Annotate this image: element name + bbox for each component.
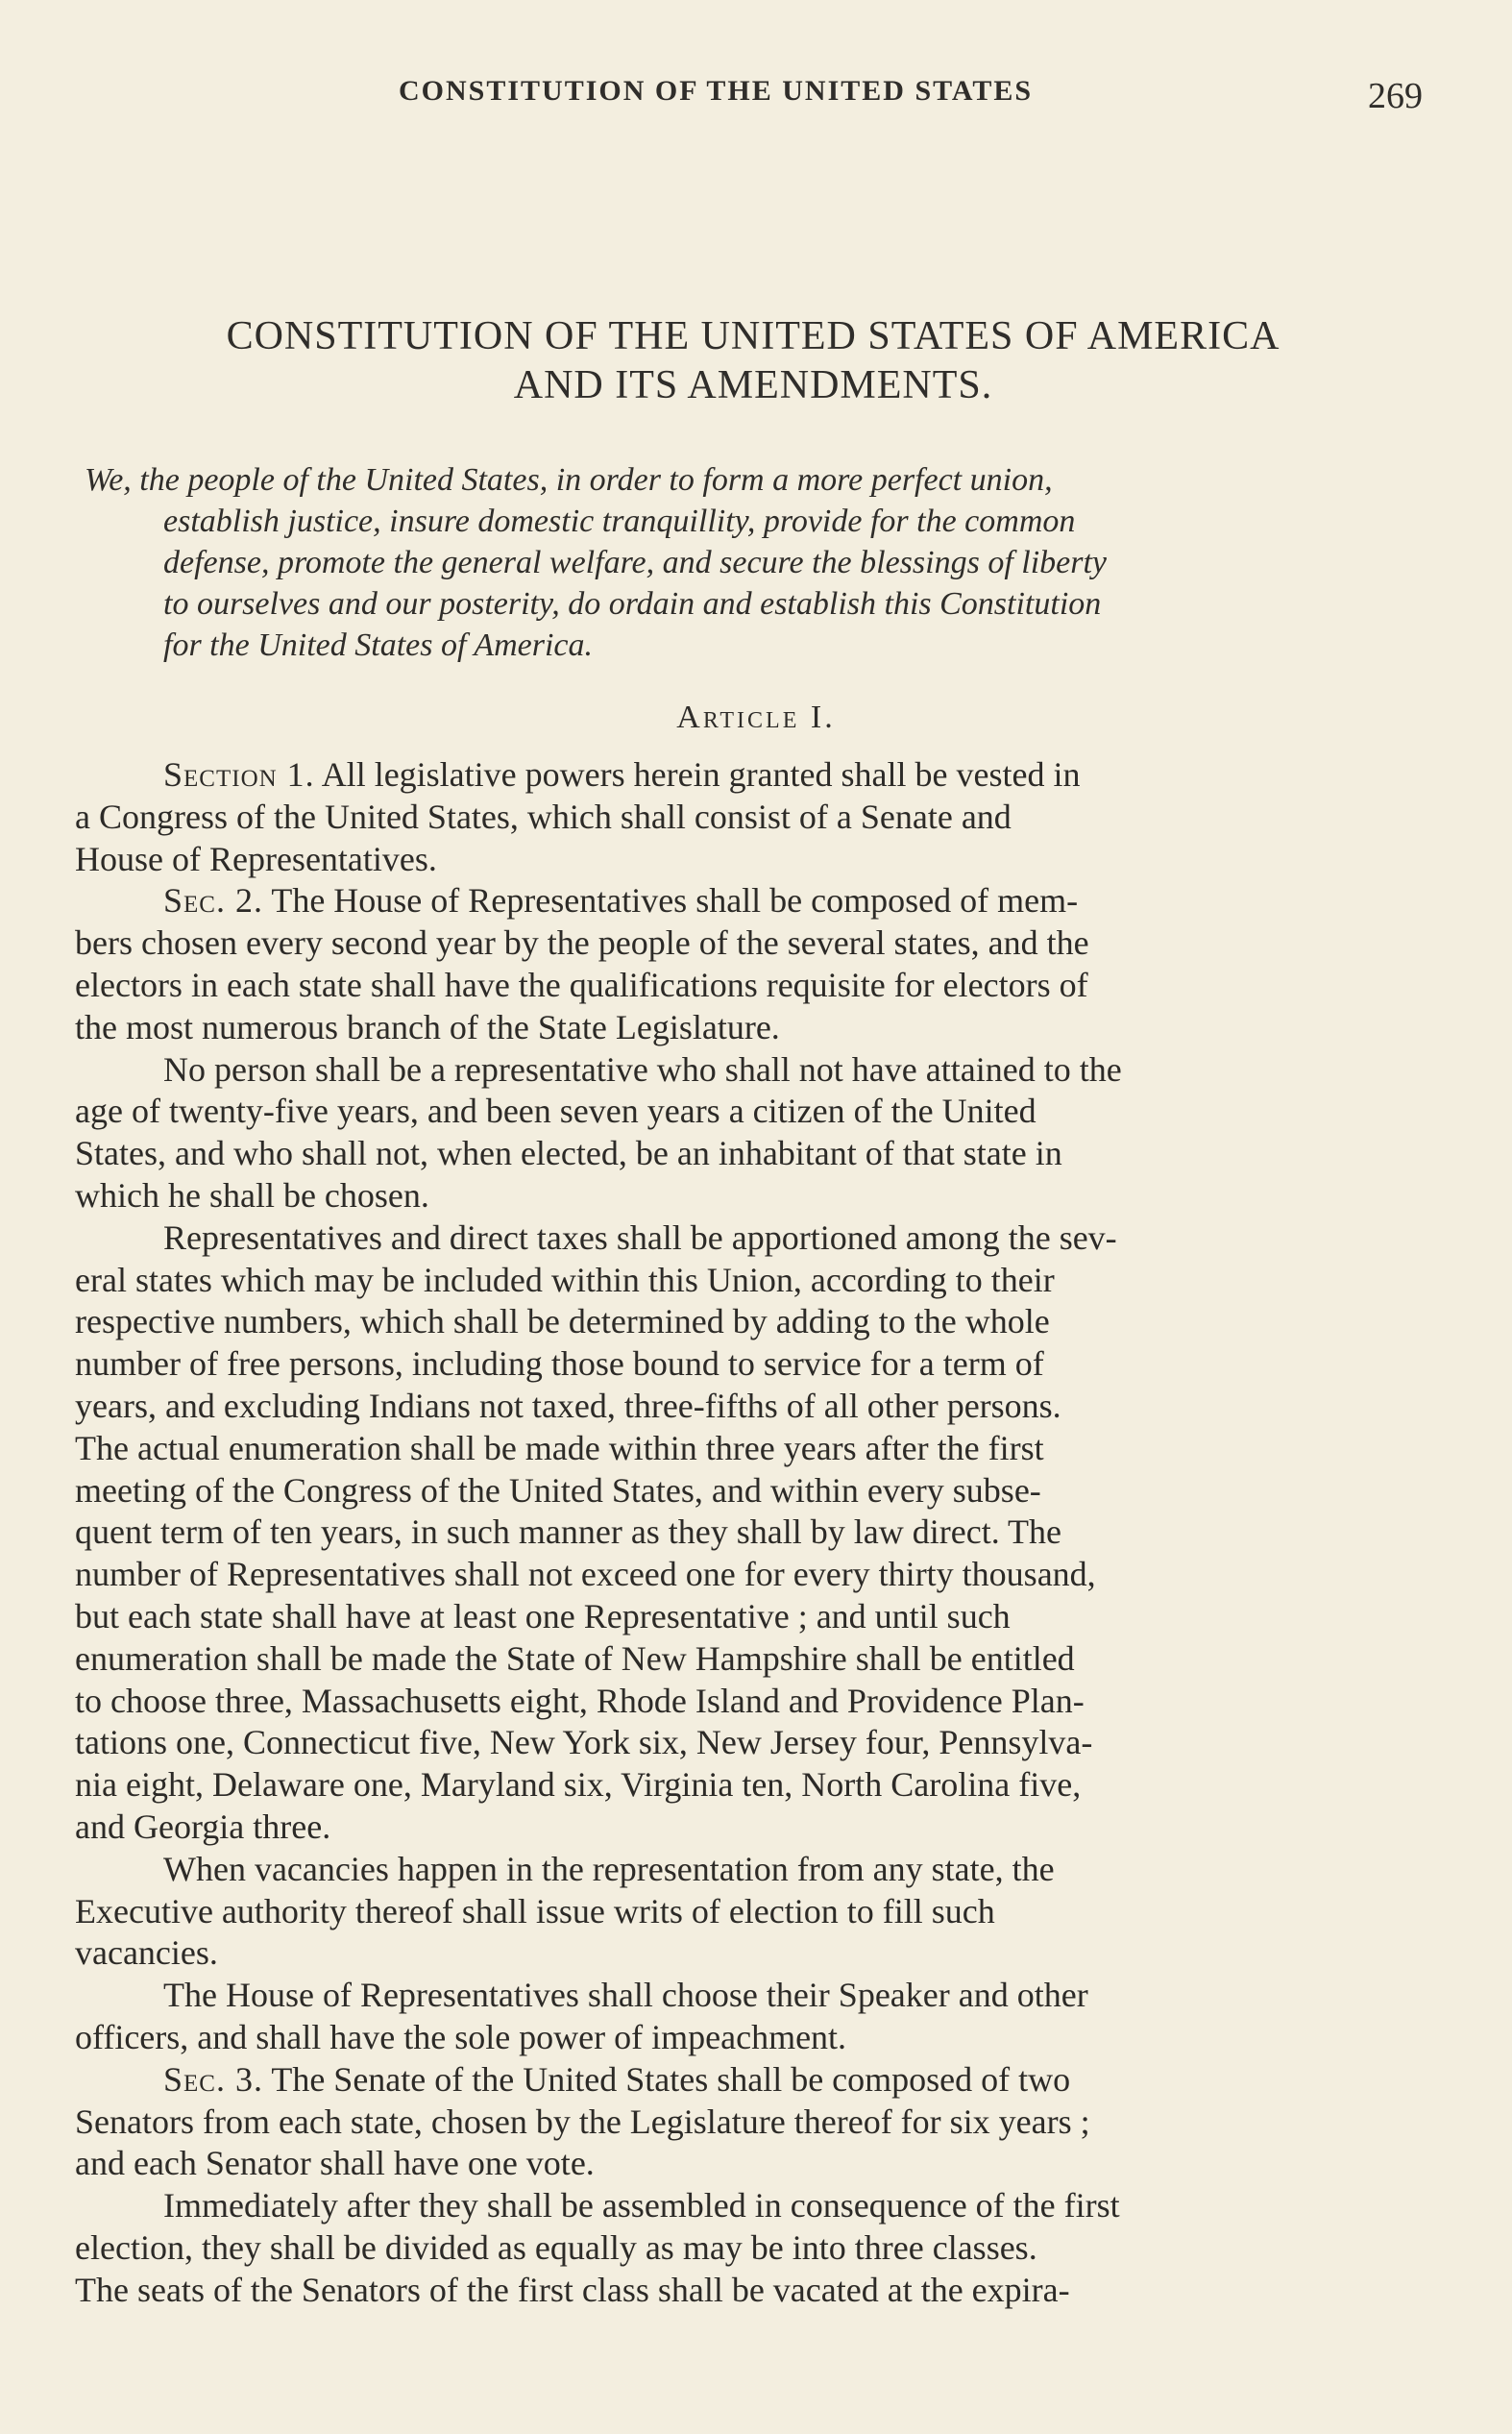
body-line: respective numbers, which shall be determined by adding to the whole	[75, 1302, 1050, 1341]
page-number: 269	[1368, 76, 1423, 116]
body-line: to choose three, Massachusetts eight, Rhode Island and Providence Plan-	[75, 1681, 1085, 1720]
body-line: The actual enumeration shall be made within three years after the first	[75, 1428, 1044, 1467]
body-line: years, and excluding Indians not taxed, three-fifths of all other persons.	[75, 1386, 1061, 1425]
body-line: but each state shall have at least one Representative ; and until such	[75, 1596, 1011, 1635]
body-line: vacancies.	[75, 1933, 218, 1973]
body-line: number of free persons, including those bound to service for a term of	[75, 1344, 1044, 1384]
body-line: election, they shall be divided as equally as may be into three classes.	[75, 2227, 1037, 2267]
body-line: the most numerous branch of the State Legislature.	[75, 1007, 780, 1046]
body-line: enumeration shall be made the State of New Hampshire shall be entitled	[75, 1638, 1075, 1678]
body-line: officers, and shall have the sole power of impeachment.	[75, 2017, 847, 2056]
article-heading: Article I.	[676, 700, 836, 735]
section-3-text: The Senate of the United States shall be composed of two	[271, 2059, 1071, 2099]
title-line-1: CONSTITUTION OF THE UNITED STATES OF AMERICA	[226, 314, 1280, 358]
section-1-label: Section 1.	[163, 755, 315, 794]
body-line: and each Senator shall have one vote.	[75, 2144, 595, 2183]
body-line: bers chosen every second year by the people of the several states, and the	[75, 923, 1089, 963]
preamble-line: for the United States of America.	[163, 627, 593, 663]
preamble-line: We, the people of the United States, in order to form a more perfect union,	[85, 462, 1053, 498]
preamble-line: to ourselves and our posterity, do ordain and establish this Constitution	[163, 586, 1102, 622]
body-line: House of Representatives.	[75, 839, 437, 878]
title-line-2: AND ITS AMENDMENTS.	[513, 363, 993, 407]
body-line: age of twenty-five years, and been seven years a citizen of the United	[75, 1092, 1036, 1131]
section-3-first-line	[75, 2059, 1429, 2102]
body-line: When vacancies happen in the representation from any state, the	[163, 1849, 1055, 1888]
section-2-label: Sec. 2.	[163, 881, 263, 921]
body-line: Representatives and direct taxes shall be apportioned among the sev-	[163, 1217, 1117, 1257]
body-line: which he shall be chosen.	[75, 1175, 429, 1215]
section-1-first-line	[75, 754, 1429, 797]
document-title	[85, 312, 1422, 410]
body-line: nia eight, Delaware one, Maryland six, Virginia ten, North Carolina five,	[75, 1765, 1082, 1805]
body-line: eral states which may be included within this Union, according to their	[75, 1260, 1055, 1299]
body-line: meeting of the Congress of the United States, and within every subse-	[75, 1470, 1041, 1510]
running-header-title: CONSTITUTION OF THE UNITED STATES	[399, 75, 1034, 107]
body-line: number of Representatives shall not exceed one for every thirty thousand,	[75, 1555, 1096, 1594]
body-line: States, and who shall not, when elected, be an inhabitant of that state in	[75, 1134, 1062, 1173]
body-line: quent term of ten years, in such manner as they shall by law direct. The	[75, 1512, 1062, 1552]
preamble-line: defense, promote the general welfare, and secure the blessings of liberty	[163, 545, 1108, 580]
body-line: and Georgia three.	[75, 1807, 331, 1846]
section-2-first-line	[75, 880, 1429, 922]
body-line: Executive authority thereof shall issue writs of election to fill such	[75, 1891, 995, 1930]
body-line: The seats of the Senators of the first class shall be vacated at the expira-	[75, 2270, 1070, 2309]
preamble-line: establish justice, insure domestic tranquillity, provide for the common	[163, 504, 1076, 539]
body-line: a Congress of the United States, which shall consist of a Senate and	[75, 797, 1012, 836]
preamble	[85, 459, 1429, 666]
body-line: No person shall be a representative who shall not have attained to the	[163, 1049, 1122, 1089]
body-line: tations one, Connecticut five, New York six, New Jersey four, Pennsylva-	[75, 1723, 1093, 1762]
section-1-text: All legislative powers herein granted shall be vested in	[321, 755, 1081, 794]
section-3-label: Sec. 3.	[163, 2059, 263, 2099]
body-line: Senators from each state, chosen by the Legislature thereof for six years ;	[75, 2102, 1090, 2141]
body-line: electors in each state shall have the qualifications requisite for electors of	[75, 965, 1088, 1004]
section-2-text: The House of Representatives shall be composed of mem-	[271, 881, 1079, 921]
body-line: Immediately after they shall be assembled in consequence of the first	[163, 2186, 1120, 2225]
body-line: The House of Representatives shall choose their Speaker and other	[163, 1976, 1088, 2015]
article-body	[75, 754, 1429, 2311]
